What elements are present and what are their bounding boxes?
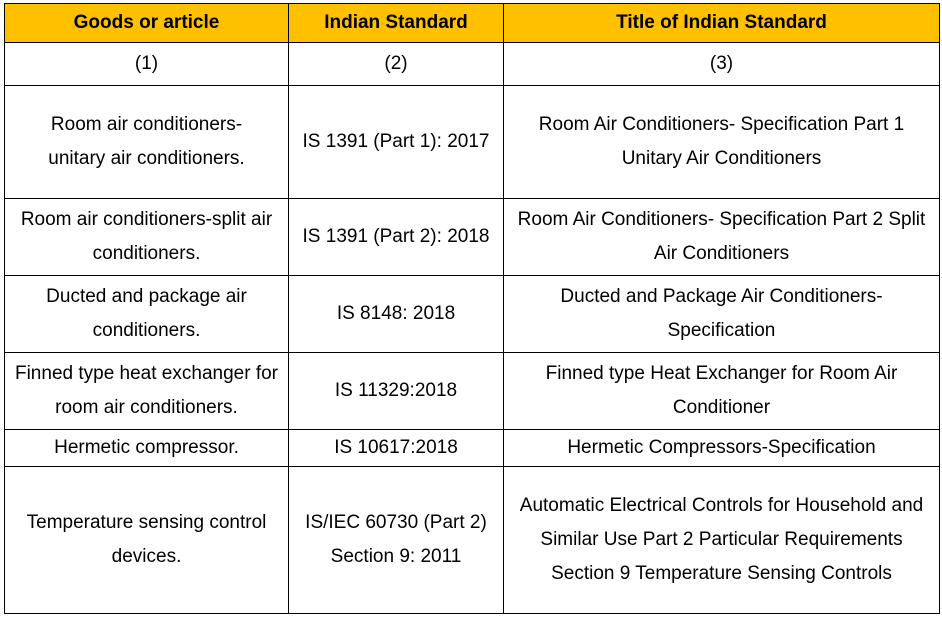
table-row	[5, 430, 940, 467]
header-indian-standard: Indian Standard	[289, 4, 504, 43]
standard-cell: IS 10617:2018	[289, 430, 504, 467]
column-number-row	[5, 43, 940, 86]
table-row	[5, 276, 940, 353]
title-cell: Room Air Conditioners- Specification Part 2 Split Air Conditioners	[504, 199, 940, 276]
table-body	[5, 43, 940, 614]
header-title-of-indian-standard: Title of Indian Standard	[504, 4, 940, 43]
title-cell: Hermetic Compressors-Specification	[504, 430, 940, 467]
indian-standards-table	[4, 3, 940, 614]
standard-cell: IS 8148: 2018	[289, 276, 504, 353]
title-cell: Ducted and Package Air Conditioners- Specification	[504, 276, 940, 353]
goods-cell: Room air conditioners-split air conditioners.	[5, 199, 289, 276]
goods-cell: Room air conditioners-unitary air conditioners.	[5, 86, 289, 199]
table-row	[5, 353, 940, 430]
standard-cell: IS 1391 (Part 1): 2017	[289, 86, 504, 199]
header-row	[5, 4, 940, 43]
table-row	[5, 86, 940, 199]
goods-cell: Ducted and package air conditioners.	[5, 276, 289, 353]
table-row	[5, 199, 940, 276]
header-goods-or-article: Goods or article	[5, 4, 289, 43]
goods-cell: Temperature sensing control devices.	[5, 467, 289, 614]
title-cell: Finned type Heat Exchanger for Room Air Conditioner	[504, 353, 940, 430]
standard-cell: IS 1391 (Part 2): 2018	[289, 199, 504, 276]
goods-cell: Hermetic compressor.	[5, 430, 289, 467]
table-row	[5, 467, 940, 614]
table-header	[5, 4, 940, 43]
column-number-1: (1)	[5, 43, 289, 86]
title-cell: Automatic Electrical Controls for Household and Similar Use Part 2 Particular Requirements Section 9 Temperature Sensing Controls	[504, 467, 940, 614]
title-cell: Room Air Conditioners- Specification Part 1 Unitary Air Conditioners	[504, 86, 940, 199]
standard-cell: IS/IEC 60730 (Part 2) Section 9: 2011	[289, 467, 504, 614]
standard-cell: IS 11329:2018	[289, 353, 504, 430]
column-number-2: (2)	[289, 43, 504, 86]
column-number-3: (3)	[504, 43, 940, 86]
goods-cell: Finned type heat exchanger for room air conditioners.	[5, 353, 289, 430]
